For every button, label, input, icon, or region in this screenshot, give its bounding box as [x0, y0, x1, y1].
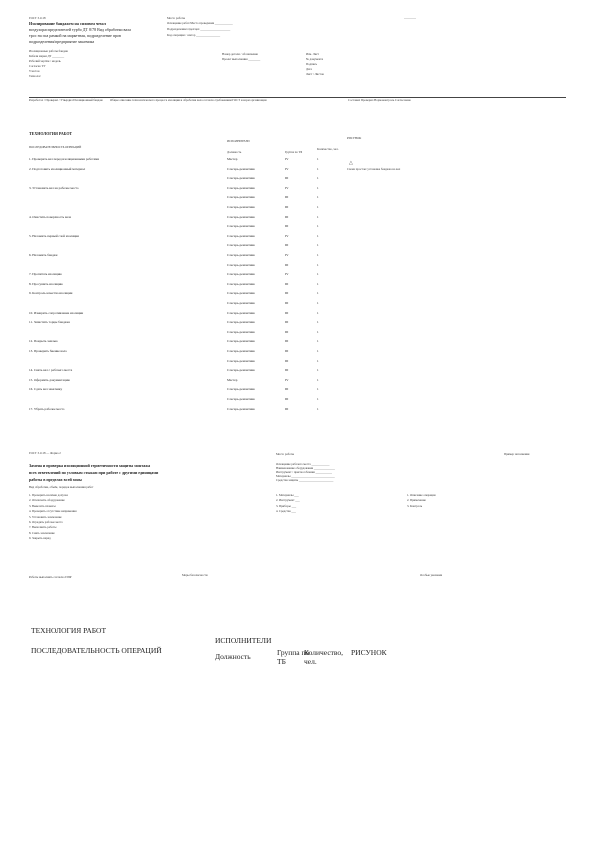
- section2-mid-line-4: Материалы _____________________________: [276, 474, 335, 478]
- ops-position-cell: Мастер: [227, 157, 238, 161]
- header-title-line-2: воздухораспределителей турбо ДТ 8/78 Вид обработки вала: [29, 27, 131, 32]
- ops-sequence-header: ПОСЛЕДОВАТЕЛЬНОСТЬ ОПЕРАЦИЙ: [29, 145, 82, 149]
- ops-qty-cell: 1: [317, 339, 319, 344]
- table-row: [29, 369, 389, 376]
- band-left: Разработал / Проверил / Утвердил Изоляционный бандаж: [29, 98, 103, 102]
- table-row: [29, 168, 389, 175]
- table-row: [29, 408, 389, 415]
- list-item: 7. Выполнить работы: [29, 525, 57, 530]
- note-right-2: № документа: [306, 57, 324, 61]
- ops-qty-cell: 1: [317, 368, 319, 373]
- ops-step-cell: 14. Снять вал с рабочего места: [29, 368, 73, 373]
- ops-group-cell: III: [285, 406, 289, 411]
- table-row: [29, 225, 389, 232]
- band-right: Составил Проверил Нормоконтроль Согласовано: [348, 98, 412, 102]
- note-left-5: Участок: [29, 69, 40, 73]
- ops-group-cell: IV: [285, 185, 289, 190]
- ops-qty-cell: 1: [317, 377, 319, 382]
- table-row: [29, 235, 389, 242]
- footer-quantity: Количество, чел.: [304, 648, 344, 666]
- ops-qty-cell: 1: [317, 224, 319, 229]
- ops-group-cell: III: [285, 301, 289, 305]
- ops-group-cell: IV: [285, 166, 289, 171]
- ops-step-cell: 10. Измерить сопротивление изоляции: [29, 310, 84, 315]
- footer-group: Группа по ТБ: [277, 648, 310, 666]
- ops-position-cell: Слесарь-ремонтник: [227, 320, 255, 325]
- section2-title-line-3: работы в пределах всей зоны: [29, 477, 82, 482]
- table-row: [29, 158, 389, 165]
- ops-group-cell: III: [285, 262, 289, 267]
- ops-position-cell: Слесарь-ремонтник: [227, 205, 255, 209]
- section2-mid-line-5: Средства защиты _______________________: [276, 478, 334, 482]
- table-row: [29, 196, 389, 203]
- section2-mid-label: Место работы: [276, 452, 295, 456]
- ops-position-cell: Слесарь-ремонтник: [227, 253, 255, 257]
- ops-qty-cell: 1: [317, 329, 319, 334]
- table-row: [29, 302, 389, 309]
- table-row: [29, 216, 389, 223]
- ops-position-cell: Слесарь-ремонтник: [227, 185, 255, 190]
- table-row: [29, 331, 389, 338]
- ops-position-cell: Слесарь-ремонтник: [227, 233, 255, 238]
- ops-group-cell: III: [285, 205, 289, 209]
- ops-position-cell: Слесарь-ремонтник: [227, 214, 255, 219]
- section2-foot-right-label: Особые указания: [420, 573, 442, 577]
- ops-position-cell: Слесарь-ремонтник: [227, 291, 255, 296]
- ops-position-cell: Слесарь-ремонтник: [227, 272, 255, 277]
- note-right-5: Лист / Листов: [306, 72, 324, 76]
- ops-position-cell: Слесарь-ремонтник: [227, 329, 255, 334]
- ops-performers-header: ИСПОЛНИТЕЛИ: [227, 139, 250, 143]
- ops-position-cell: Мастер: [227, 377, 238, 382]
- ops-step-cell: 6. Наложить бандаж: [29, 253, 58, 257]
- note-right-4: Дата: [306, 67, 312, 71]
- table-row: [29, 340, 389, 347]
- footer-figure: РИСУНОК: [351, 648, 387, 657]
- ops-step-cell: 9. Контроль качества изоляции: [29, 291, 73, 296]
- ops-position-cell: Слесарь-ремонтник: [227, 349, 255, 353]
- note-left-1: Изоляционные работы бандаж: [29, 49, 68, 53]
- list-item: 1. Описание операции: [407, 493, 436, 497]
- list-item: 4. Проверить отсутствие напряжения: [29, 509, 77, 514]
- footer-sequence: ПОСЛЕДОВАТЕЛЬНОСТЬ ОПЕРАЦИЙ: [31, 646, 162, 655]
- ops-qty-cell: 1: [317, 233, 319, 238]
- ops-group-header: Группа по ТБ: [285, 150, 303, 154]
- ops-qty-cell: 1: [317, 243, 319, 248]
- ops-position-header: Должность: [227, 150, 242, 154]
- center-line-3: Код операции / сектор ________________: [167, 33, 221, 37]
- doc-code: ГОСТ 3.1118: [29, 16, 46, 20]
- ops-qty-cell: 1: [317, 310, 319, 315]
- ops-step-cell: 13. Проверить биение вала: [29, 349, 67, 353]
- table-row: [29, 264, 389, 271]
- band-mid: Общее описание технологического процесса изоляции и обработки вала согласно требованиям ГОСТ и норм организации: [110, 98, 267, 102]
- ops-qty-cell: 1: [317, 349, 319, 353]
- ops-figure-caption: Схема простая: установка бандажа на вал: [347, 167, 401, 171]
- list-item: 1. Проверить наличие допуска: [29, 493, 68, 497]
- ops-group-cell: IV: [285, 377, 289, 382]
- ops-qty-cell: 1: [317, 205, 319, 209]
- list-item: 2. Отключить оборудование: [29, 498, 65, 503]
- section2-mid-line-3: Инструмент / приспособления ___________: [276, 470, 333, 474]
- ops-position-cell: Слесарь-ремонтник: [227, 310, 255, 315]
- ops-qty-cell: 1: [317, 166, 319, 171]
- ops-step-cell: 8. Просушить изоляцию: [29, 281, 64, 286]
- ops-position-cell: Слесарь-ремонтник: [227, 368, 255, 373]
- note-left-2: Кабели марки ДТ ________: [29, 54, 65, 58]
- table-row: [29, 273, 389, 280]
- list-item: 6. Оградить рабочее место: [29, 520, 63, 524]
- ops-step-cell: 2. Подготовить изоляционный материал: [29, 166, 86, 171]
- ops-step-cell: 4. Очистить поверхность вала: [29, 214, 72, 219]
- ops-group-cell: III: [285, 291, 289, 296]
- ops-position-cell: Слесарь-ремонтник: [227, 387, 255, 392]
- ops-step-cell: 15. Оформить документацию: [29, 377, 71, 382]
- header-title-line-3: трос на пса рамкой на маркетная, подразделение пров: [29, 33, 121, 38]
- ops-position-cell: Слесарь-ремонтник: [227, 358, 255, 363]
- note-right-1: Изм. Лист: [306, 52, 319, 56]
- top-right-box: ________: [404, 15, 416, 19]
- triangle-icon: △: [349, 161, 353, 166]
- note-right-3: Подпись: [306, 62, 318, 66]
- center-line-1: Оснащение работ/Место проведения ____________: [167, 21, 233, 25]
- table-row: [29, 177, 389, 184]
- table-row: [29, 292, 389, 299]
- ops-position-cell: Слесарь-ремонтник: [227, 339, 255, 344]
- note-left-4: Согласно ТУ: [29, 64, 46, 68]
- list-item: 3. Приборы ___: [276, 503, 297, 508]
- ops-position-cell: Слесарь-ремонтник: [227, 176, 255, 181]
- ops-step-cell: 16. Сдать вал заказчику: [29, 387, 63, 392]
- note-mid-1: Номер детали / обозначение: [222, 52, 258, 56]
- ops-qty-cell: 1: [317, 320, 319, 325]
- ops-qty-cell: 1: [317, 358, 319, 363]
- ops-qty-cell: 1: [317, 397, 319, 401]
- ops-group-cell: IV: [285, 233, 289, 238]
- ops-qty-header: Количество, чел.: [317, 147, 339, 151]
- ops-group-cell: III: [285, 195, 289, 200]
- ops-group-cell: III: [285, 368, 289, 373]
- table-row: [29, 187, 389, 194]
- ops-group-cell: III: [285, 214, 289, 219]
- ops-qty-cell: 1: [317, 185, 319, 190]
- ops-position-cell: Слесарь-ремонтник: [227, 243, 255, 248]
- header-title-line-1: Изолирование бандажем на силовом чехол: [29, 21, 106, 26]
- table-row: [29, 254, 389, 261]
- section2-subtitle: Вид обработки, объём, порядок выполнения работ: [29, 485, 94, 489]
- ops-group-cell: III: [285, 387, 289, 392]
- ops-position-cell: Слесарь-ремонтник: [227, 397, 255, 401]
- ops-step-cell: 7. Пропитать изоляцию: [29, 272, 62, 277]
- ops-qty-cell: 1: [317, 291, 319, 296]
- ops-qty-cell: 1: [317, 253, 319, 257]
- ops-group-cell: III: [285, 339, 289, 344]
- ops-step-cell: 1. Проверить вал перед изоляционными работами: [29, 157, 100, 161]
- ops-group-cell: III: [285, 281, 289, 286]
- list-item: 1. Материалы ___: [276, 493, 299, 497]
- list-item: 3. Контроль: [407, 503, 423, 508]
- footer-performers: ИСПОЛНИТЕЛИ: [215, 636, 272, 645]
- section2-right-label: Пример заполнения: [504, 452, 530, 456]
- ops-qty-cell: 1: [317, 262, 319, 267]
- header-title-line-4: подразделения/предприятие заказчика: [29, 39, 95, 44]
- section2-tag: ГОСТ 3.1118 — Форма 2: [29, 451, 61, 455]
- section2-mid-line-1: Оснащение рабочего места ____________: [276, 462, 330, 466]
- ops-group-cell: III: [285, 358, 289, 363]
- ops-group-cell: IV: [285, 157, 289, 161]
- table-row: [29, 244, 389, 251]
- table-row: [29, 360, 389, 367]
- table-row: [29, 398, 389, 405]
- list-item: 5. Установить заземление: [29, 514, 62, 519]
- table-row: [29, 206, 389, 213]
- table-row: [29, 379, 389, 386]
- list-item: 8. Снять заземление: [29, 530, 55, 535]
- note-left-6: Технолог: [29, 74, 41, 78]
- section2-title-line-2: всех ответвлений по узловым стыкам при работе с другими единицами: [29, 470, 159, 475]
- ops-group-cell: III: [285, 397, 289, 401]
- center-line-2: Подразделение/отдел/цех ____________________: [167, 27, 231, 31]
- ops-position-cell: Слесарь-ремонтник: [227, 166, 255, 171]
- ops-position-cell: Слесарь-ремонтник: [227, 224, 255, 229]
- ops-group-cell: IV: [285, 253, 289, 257]
- ops-qty-cell: 1: [317, 214, 319, 219]
- list-item: 9. Закрыть наряд: [29, 536, 51, 541]
- ops-title: ТЕХНОЛОГИЯ РАБОТ: [29, 131, 73, 136]
- list-item: 4. Средства ___: [276, 509, 296, 514]
- ops-group-cell: III: [285, 224, 289, 229]
- ops-step-cell: 17. Убрать рабочее место: [29, 406, 65, 411]
- note-left-3: Рабочий чертёж / модель: [29, 59, 61, 63]
- ops-step-cell: 12. Покрыть эмалью: [29, 339, 58, 344]
- ops-group-cell: III: [285, 349, 289, 353]
- ops-group-cell: III: [285, 329, 289, 334]
- ops-position-cell: Слесарь-ремонтник: [227, 406, 255, 411]
- note-mid-2: Проект выполнения ________: [222, 57, 261, 61]
- table-row: [29, 283, 389, 290]
- ops-qty-cell: 1: [317, 281, 319, 286]
- ops-position-cell: Слесарь-ремонтник: [227, 262, 255, 267]
- ops-qty-cell: 1: [317, 176, 319, 181]
- ops-qty-cell: 1: [317, 406, 319, 411]
- table-row: [29, 321, 389, 328]
- list-item: 3. Вывесить плакаты: [29, 503, 56, 508]
- ops-qty-cell: 1: [317, 387, 319, 392]
- footer-position: Должность: [215, 652, 251, 661]
- ops-group-cell: III: [285, 176, 289, 181]
- ops-qty-cell: 1: [317, 272, 319, 277]
- ops-group-cell: III: [285, 243, 289, 248]
- table-row: [29, 388, 389, 395]
- ops-step-cell: 5. Наложить первый слой изоляции: [29, 233, 79, 238]
- section2-foot-mid-label: Меры безопасности: [182, 573, 208, 577]
- ops-position-cell: Слесарь-ремонтник: [227, 301, 255, 305]
- ops-figure-header: РИСУНОК: [347, 136, 362, 140]
- section2-mid-line-2: Наименование оборудования ______________: [276, 466, 335, 470]
- ops-group-cell: III: [285, 320, 289, 325]
- section2-foot-left: Работы выполнять согласно ППР: [29, 575, 72, 579]
- ops-position-cell: Слесарь-ремонтник: [227, 195, 255, 200]
- ops-qty-cell: 1: [317, 157, 319, 161]
- ops-qty-cell: 1: [317, 195, 319, 200]
- ops-step-cell: 11. Зачистить торцы бандажа: [29, 320, 70, 325]
- ops-group-cell: IV: [285, 272, 289, 277]
- ops-position-cell: Слесарь-ремонтник: [227, 281, 255, 286]
- table-row: [29, 350, 389, 357]
- ops-step-cell: 3. Установить вал на рабочее место: [29, 185, 79, 190]
- table-row: [29, 312, 389, 319]
- ops-group-cell: III: [285, 310, 289, 315]
- list-item: 2. Инструмент ___: [276, 498, 300, 503]
- section2-title-line-1: Замена и проверка изоляционной герметичности защиты монтажа: [29, 463, 151, 468]
- footer-title: ТЕХНОЛОГИЯ РАБОТ: [31, 626, 107, 635]
- list-item: 2. Примечание: [407, 498, 426, 503]
- ops-qty-cell: 1: [317, 301, 319, 305]
- center-label: Место работы: [167, 16, 186, 20]
